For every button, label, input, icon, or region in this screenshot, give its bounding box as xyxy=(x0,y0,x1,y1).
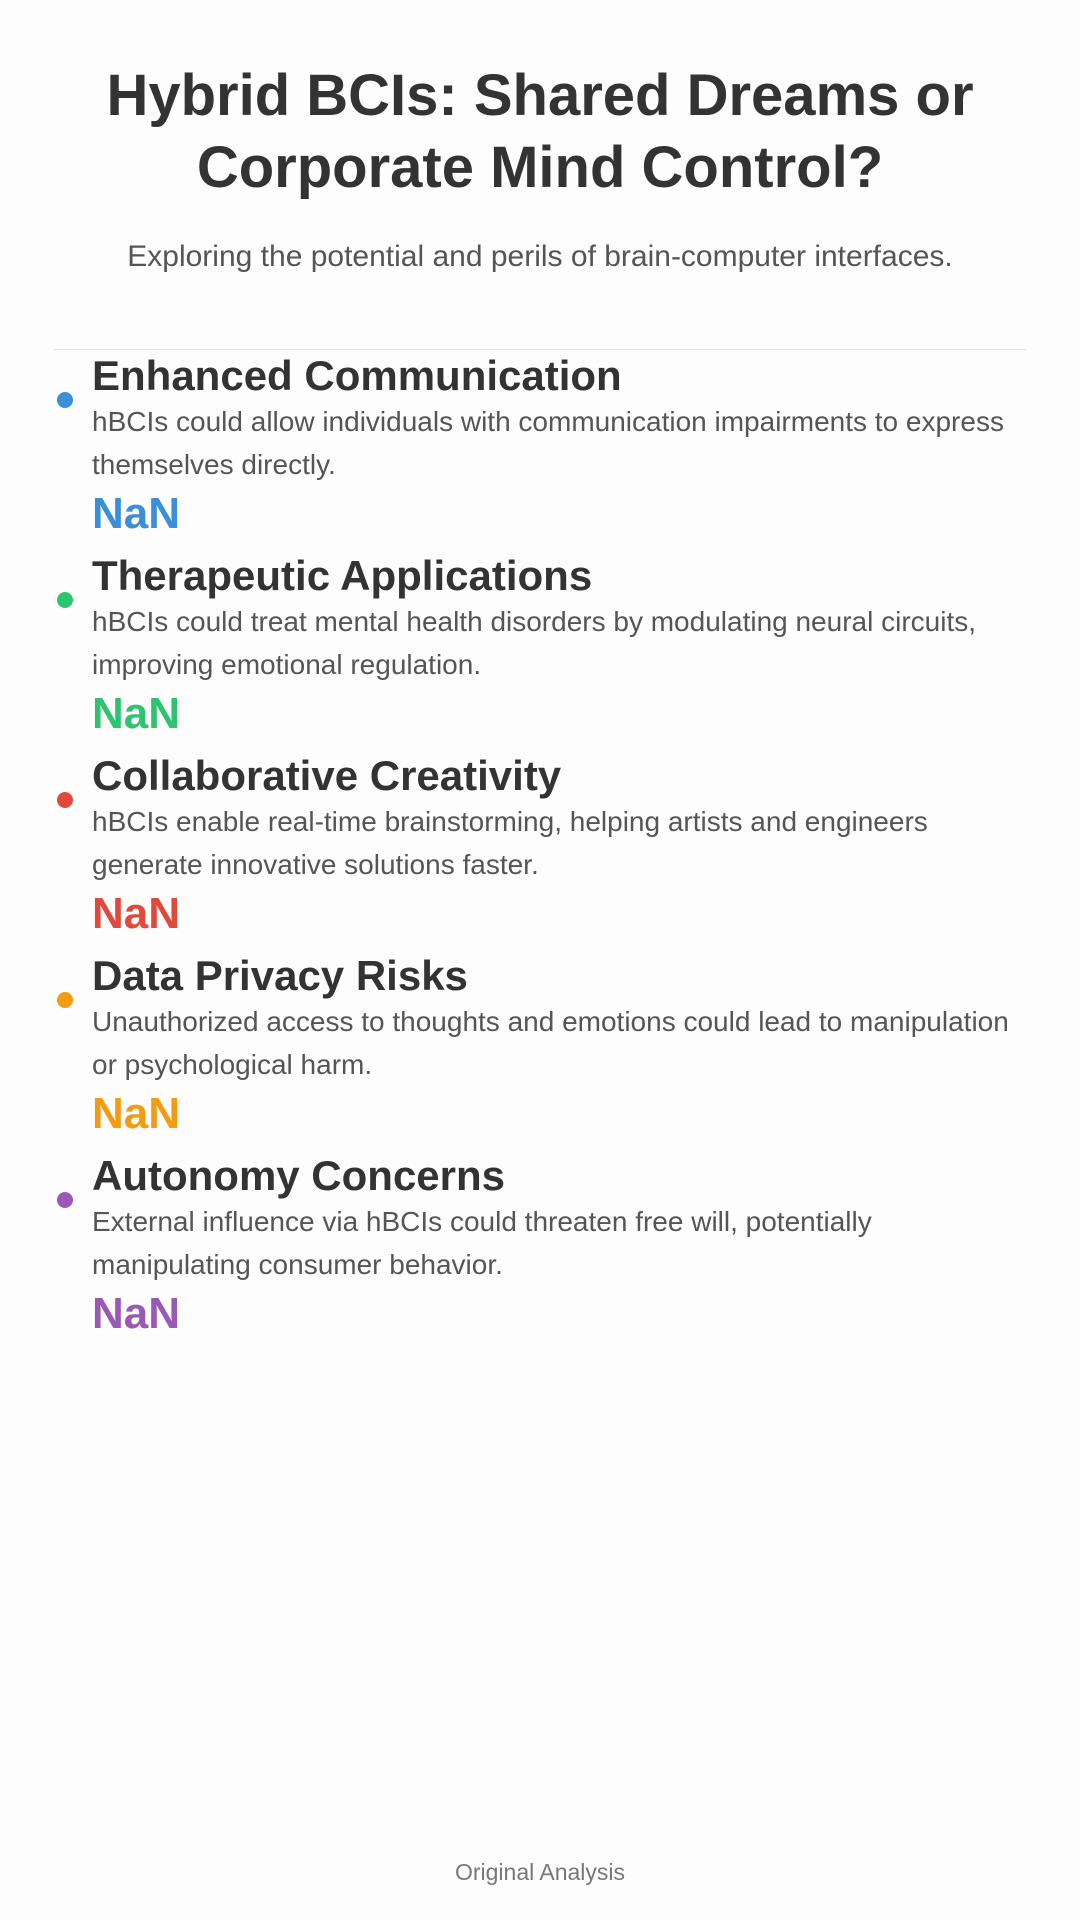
list-item xyxy=(0,1152,1080,1352)
item-description: hBCIs could treat mental health disorders by modulating neural circuits, improving emotional regulation. xyxy=(92,606,976,680)
list-item xyxy=(0,752,1080,952)
item-title: Data Privacy Risks xyxy=(92,952,468,999)
bullet-dot-icon xyxy=(57,592,73,608)
bullet-dot-icon xyxy=(57,992,73,1008)
footer-source: Original Analysis xyxy=(454,1859,626,1885)
bullet-dot-icon xyxy=(57,792,73,808)
list-item xyxy=(0,552,1080,752)
item-value: NaN xyxy=(92,489,181,538)
bullet-dot-icon xyxy=(57,392,73,408)
item-title: Therapeutic Applications xyxy=(92,552,593,599)
header-divider xyxy=(54,349,1026,350)
item-list xyxy=(0,352,1080,1352)
item-value: NaN xyxy=(92,1089,181,1138)
page-subtitle: Exploring the potential and perils of brain-computer interfaces. xyxy=(127,240,953,273)
item-text xyxy=(92,552,1020,742)
item-description: External influence via hBCIs could threaten free will, potentially manipulating consumer behavior. xyxy=(92,1206,872,1280)
item-value: NaN xyxy=(92,689,181,738)
item-value: NaN xyxy=(92,1289,181,1338)
item-text xyxy=(92,952,1020,1142)
item-description: hBCIs could allow individuals with communication impairments to express themselves directly. xyxy=(92,406,1004,480)
list-item xyxy=(0,952,1080,1152)
list-item xyxy=(0,352,1080,552)
item-description: Unauthorized access to thoughts and emotions could lead to manipulation or psychological harm. xyxy=(92,1006,1009,1080)
item-value: NaN xyxy=(92,889,181,938)
item-title: Collaborative Creativity xyxy=(92,752,562,799)
item-text xyxy=(92,752,1020,942)
page-title: Hybrid BCIs: Shared Dreams or Corporate Mind Control? xyxy=(106,63,974,200)
bullet-dot-icon xyxy=(57,1192,73,1208)
item-text xyxy=(92,1152,1020,1342)
item-title: Autonomy Concerns xyxy=(92,1152,506,1199)
item-title: Enhanced Communication xyxy=(92,352,622,399)
item-description: hBCIs enable real-time brainstorming, helping artists and engineers generate innovative solutions faster. xyxy=(92,806,928,880)
item-text xyxy=(92,352,1020,542)
